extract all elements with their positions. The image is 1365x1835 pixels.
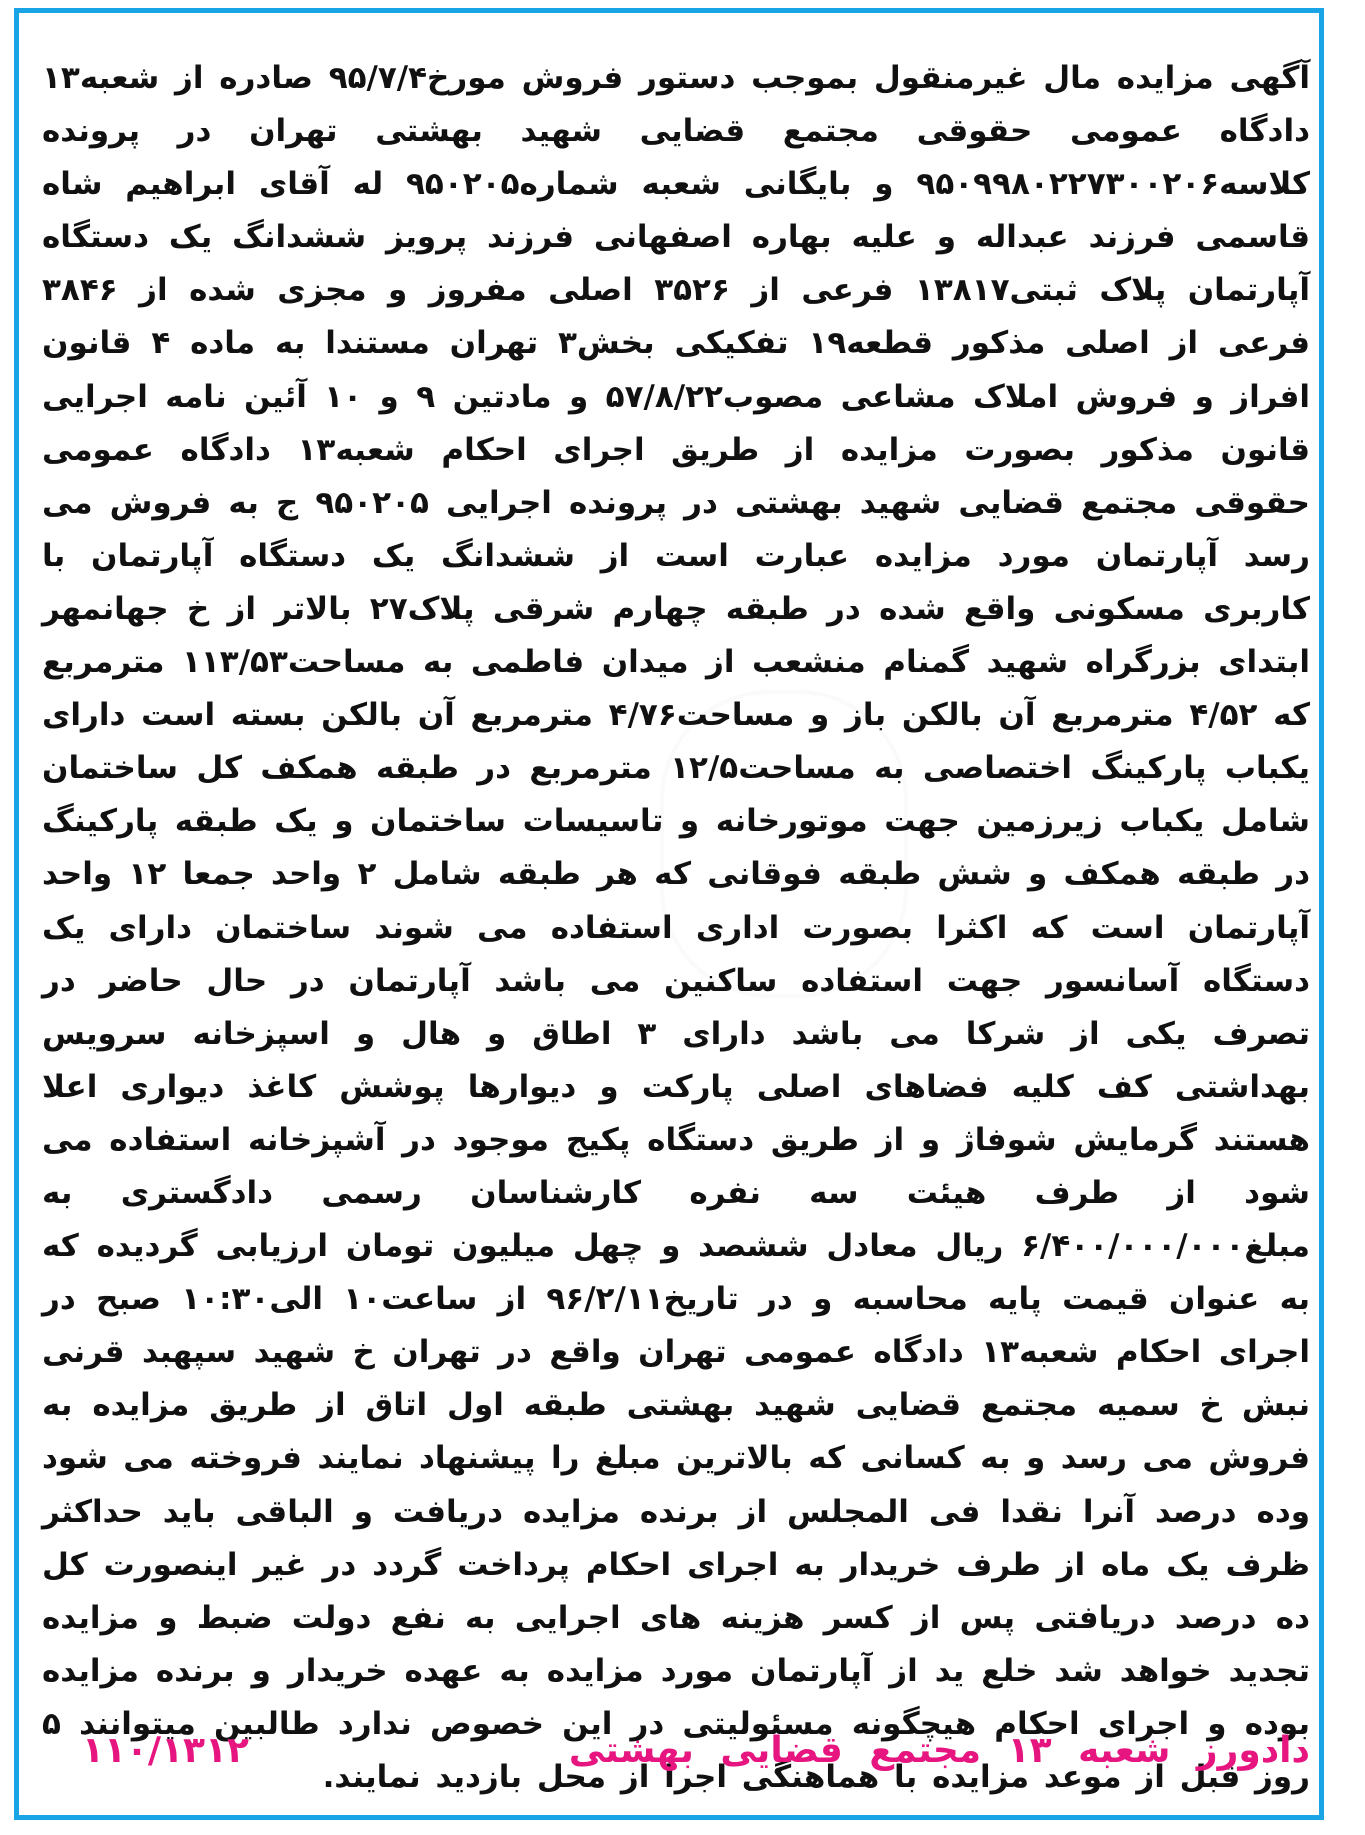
notice-text: آگهی مزایده مال غیرمنقول بموجب دستور فروش مورخ۹۵/۷/۴ صادره از شعبه۱۳ دادگاه عمومی حقوقی مجتمع قضایی شهید بهشتی تهران در پرونده کلاسه۹۵۰۹۹۸۰۲۲۷۳۰۰۲۰۶ و بایگانی شعبه شماره۹۵۰۲۰۵ له آقای ابراهیم شاه قاسمی فرزند عبداله و علیه بهاره اصفهانی فرزند پرویز ششدانگ یک دستگاه آپارتمان پلاک ثبتی۱۳۸۱۷ فرعی از ۳۵۲۶ اصلی مفروز و مجزی شده از ۳۸۴۶ فرعی از اصلی مذکور قطعه۱۹ تفکیکی بخش۳ تهران مستندا به ماده ۴ قانون افراز و فروش املاک مشاعی مصوب۵۷/۸/۲۲ و مادتین ۹ و ۱۰ آئین نامه اجرایی قانون مذکور بصورت مزایده از طریق اجرای احکام شعبه۱۳ دادگاه عمومی حقوقی مجتمع قضایی شهید بهشتی در پرونده اجرایی ۹۵۰۲۰۵ ج به فروش می رسد آپارتمان مورد مزایده عبارت است از ششدانگ یک دستگاه آپارتمان با کاربری مسکونی واقع شده در طبقه چهارم شرقی پلاک۲۷ بالاتر از خ جهانمهر ابتدای بزرگراه شهید گمنام منشعب از میدان فاطمی به مساحت۱۱۳/۵۳ مترمربع که ۴/۵۲ مترمربع آن بالکن باز و مساحت۴/۷۶ مترمربع آن بالکن بسته است دارای یکباب پارکینگ اختصاصی به مساحت۱۲/۵ مترمربع در طبقه همکف کل ساختمان شامل یکباب زیرزمین جهت موتورخانه و تاسیسات ساختمان و یک طبقه پارکینگ در طبقه همکف و شش طبقه فوقانی که هر طبقه شامل ۲ واحد جمعا ۱۲ واحد آپارتمان است که اکثرا بصورت اداری استفاده می شوند ساختمان دارای یک دستگاه آسانسور جهت استفاده ساکنین می باشد آپارتمان در حال حاضر در تصرف یکی از شرکا می باشد دارای ۳ اطاق و هال و اسپزخانه سرویس بهداشتی کف کلیه فضاهای اصلی پارکت و دیوارها پوشش کاغذ دیواری اعلا هستند گرمایش شوفاژ و از طریق دستگاه پکیج موجود در آشپزخانه استفاده می شود از طرف هیئت سه نفره کارشناسان رسمی دادگستری به مبلغ۶/۴۰۰/۰۰۰/۰۰۰ ریال معادل ششصد و چهل میلیون تومان ارزیابی گردیده که به عنوان قیمت پایه محاسبه و در تاریخ۹۶/۲/۱۱ از ساعت۱۰ الی۱۰:۳۰ صبح در اجرای احکام شعبه۱۳ دادگاه عمومی تهران واقع در تهران خ شهید سپهبد قرنی نبش خ سمیه مجتمع قضایی شهید بهشتی طبقه اول اتاق از طریق مزایده به فروش می رسد و به کسانی که بالاترین مبلغ را پیشنهاد نمایند فروخته می شود وده درصد آنرا نقدا فی المجلس از برنده مزایده دریافت و الباقی باید حداکثر ظرف یک ماه از طرف خریدار به اجرای احکام پرداخت گردد در غیر اینصورت کل ده درصد دریافتی پس از کسر هزینه های اجرایی به نفع دولت ضبط و مزایده تجدید خواهد شد خلع ید از آپارتمان مورد مزایده به عهده خریدار و برنده مزایده بوده و اجرای احکام هیچگونه مسئولیتی در این خصوص ندارد طالبین میتوانند ۵ روز قبل از موعد مزایده با هماهنگی اجرا از محل بازدید نمایند. [42, 60, 1311, 1795]
signature-text: دادورز شعبه ۱۳ مجتمع قضایی بهشتی [568, 1730, 1310, 1771]
notice-footer [42, 1730, 1310, 1771]
reference-number: ۱۱۰/۱۳۱۲ [82, 1730, 249, 1771]
